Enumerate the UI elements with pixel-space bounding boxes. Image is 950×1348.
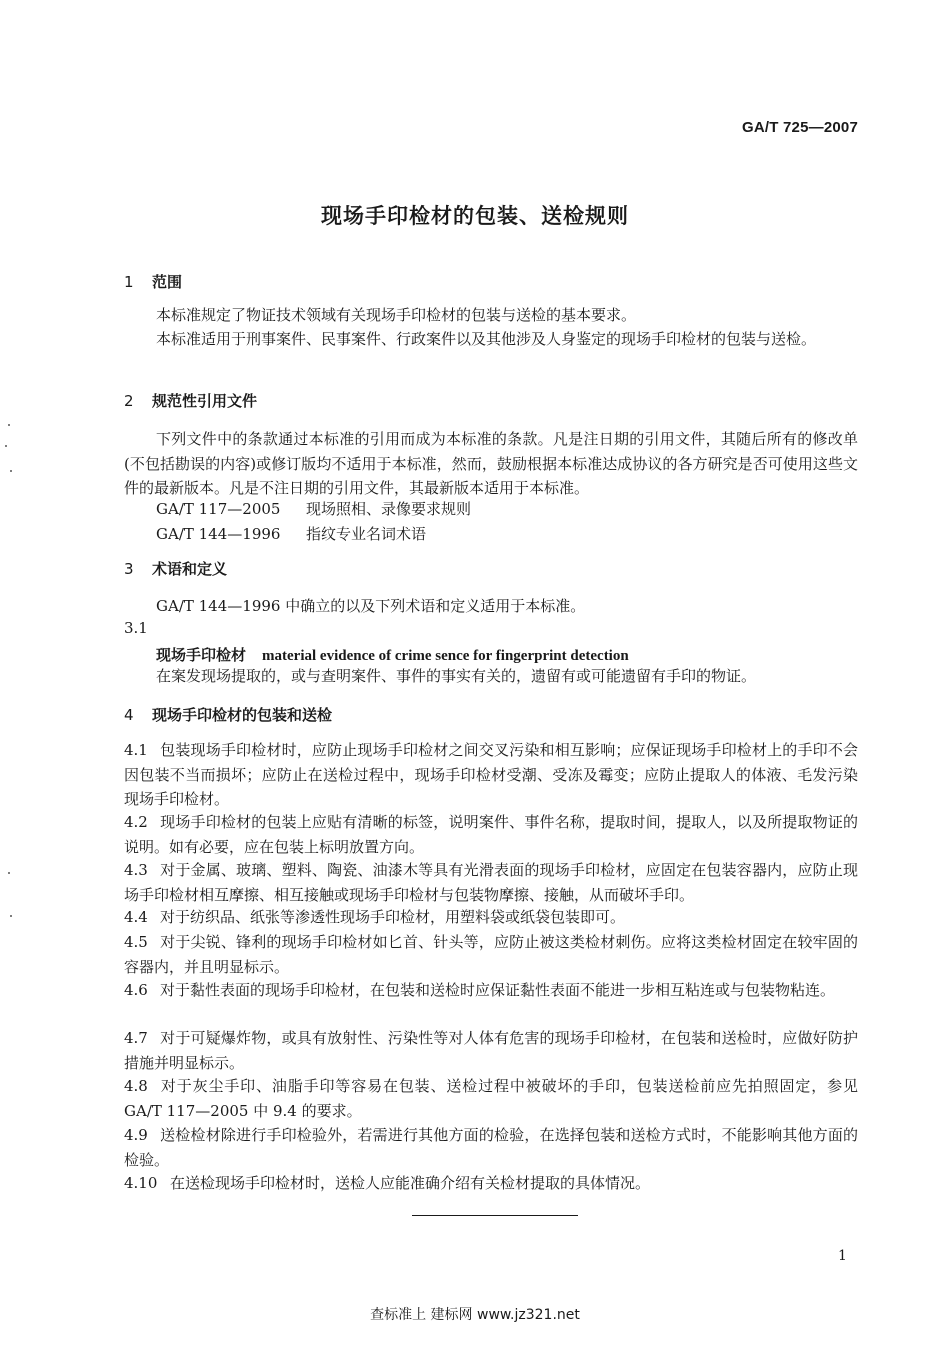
scan-speck xyxy=(10,915,12,917)
term-entry xyxy=(156,644,629,665)
section-3-paragraph-1: GA/T 144—1996 中确立的以及下列术语和定义适用于本标准。 xyxy=(156,597,586,615)
clause-text: 现场手印检材的包装上应贴有清晰的标签，说明案件、事件名称，提取时间，提取人，以及所提取物证的说明。如有必要，应在包装上标明放置方向。 xyxy=(124,813,858,856)
reference-item xyxy=(156,498,471,519)
section-1-paragraph-2: 本标准适用于刑事案件、民事案件、行政案件以及其他涉及人身鉴定的现场手印检材的包装与送检。 xyxy=(156,330,817,348)
clause-4-3 xyxy=(124,858,858,907)
clause-text: 对于灰尘手印、油脂手印等容易在包装、送检过程中被破坏的手印，包装送检前应先拍照固定，参见 GA/T 117—2005 中 9.4 的要求。 xyxy=(124,1077,858,1120)
section-title: 术语和定义 xyxy=(152,560,228,578)
clause-number: 4.9 xyxy=(124,1126,148,1144)
clause-4-10 xyxy=(124,1171,858,1196)
clause-number: 4.2 xyxy=(124,813,148,831)
reference-code: GA/T 144—1996 xyxy=(156,525,281,543)
clause-4-7 xyxy=(124,1026,858,1075)
section-number: 2 xyxy=(124,392,134,410)
clause-number: 4.8 xyxy=(124,1077,148,1095)
subclause-number: 3.1 xyxy=(124,619,148,637)
scan-speck xyxy=(8,872,10,874)
footer-watermark: 查标准上 建标网 www.jz321.net xyxy=(370,1307,580,1323)
reference-name: 指纹专业名词术语 xyxy=(306,525,427,543)
clause-text: 在送检现场手印检材时，送检人应能准确介绍有关检材提取的具体情况。 xyxy=(170,1174,651,1192)
clause-text: 对于可疑爆炸物，或具有放射性、污染性等对人体有危害的现场手印检材，在包装和送检时，应做好防护措施并明显标示。 xyxy=(124,1029,858,1072)
section-3-heading xyxy=(124,558,227,579)
clause-4-4 xyxy=(124,905,858,930)
scan-speck xyxy=(10,470,12,472)
clause-4-1 xyxy=(124,738,858,812)
section-2-heading xyxy=(124,390,257,411)
clause-4-8 xyxy=(124,1074,858,1123)
term-english: material evidence of crime sence for fingerprint detection xyxy=(262,648,629,664)
clause-text: 对于尖锐、锋利的现场手印检材如匕首、针头等，应防止被这类检材刺伤。应将这类检材固定在较牢固的容器内，并且明显标示。 xyxy=(124,933,858,976)
clause-number: 4.3 xyxy=(124,861,148,879)
term-chinese: 现场手印检材 xyxy=(156,646,247,664)
section-2-paragraph-1: 下列文件中的条款通过本标准的引用而成为本标准的条款。凡是注日期的引用文件，其随后所有的修改单(不包括勘误的内容)或修订版均不适用于本标准，然而，鼓励根据本标准达成协议的各方研究是否可使用这些文件的最新版本。凡是不注日期的引用文件，其最新版本适用于本标准。 xyxy=(124,430,858,497)
scan-speck xyxy=(5,445,7,447)
section-title: 范围 xyxy=(152,273,183,291)
reference-code: GA/T 117—2005 xyxy=(156,500,281,518)
scan-speck xyxy=(8,424,10,426)
section-1-paragraph-1: 本标准规定了物证技术领域有关现场手印检材的包装与送检的基本要求。 xyxy=(156,306,637,324)
clause-number: 4.6 xyxy=(124,981,148,999)
clause-text: 送检检材除进行手印检验外，若需进行其他方面的检验，在选择包装和送检方式时，不能影响其他方面的检验。 xyxy=(124,1126,858,1169)
section-title: 现场手印检材的包装和送检 xyxy=(152,706,333,724)
std-code: GA/T 725—2007 xyxy=(742,119,858,136)
document-title: 现场手印检材的包装、送检规则 xyxy=(321,204,629,228)
clause-4-6 xyxy=(124,978,858,1003)
clause-number: 4.1 xyxy=(124,741,148,759)
clause-number: 4.4 xyxy=(124,908,148,926)
section-4-heading xyxy=(124,704,332,725)
reference-name: 现场照相、录像要求规则 xyxy=(306,500,472,518)
end-rule xyxy=(412,1215,578,1216)
clause-4-2 xyxy=(124,810,858,859)
clause-text: 对于黏性表面的现场手印检材，在包装和送检时应保证黏性表面不能进一步相互粘连或与包装物粘连。 xyxy=(160,981,836,999)
clause-text: 对于纺织品、纸张等渗透性现场手印检材，用塑料袋或纸袋包装即可。 xyxy=(160,908,626,926)
clause-number: 4.5 xyxy=(124,933,148,951)
clause-text: 对于金属、玻璃、塑料、陶瓷、油漆木等具有光滑表面的现场手印检材，应固定在包装容器内，应防止现场手印检材相互摩擦、相互接触或现场手印检材与包装物摩擦、接触，从而破坏手印。 xyxy=(124,861,858,904)
term-definition: 在案发现场提取的，或与查明案件、事件的事实有关的，遗留有或可能遗留有手印的物证。 xyxy=(156,667,757,685)
clause-4-9 xyxy=(124,1123,858,1172)
page-number: 1 xyxy=(838,1248,847,1264)
clause-number: 4.7 xyxy=(124,1029,148,1047)
section-title: 规范性引用文件 xyxy=(152,392,258,410)
clause-text: 包装现场手印检材时，应防止现场手印检材之间交叉污染和相互影响；应保证现场手印检材上的手印不会因包装不当而损坏；应防止在送检过程中，现场手印检材受潮、受冻及霉变；应防止提取人的体液、毛发污染现场手印检材。 xyxy=(124,741,858,808)
section-number: 3 xyxy=(124,560,134,578)
section-number: 4 xyxy=(124,706,134,724)
reference-item xyxy=(156,523,426,544)
section-number: 1 xyxy=(124,273,134,291)
clause-number: 4.10 xyxy=(124,1174,158,1192)
section-1-heading xyxy=(124,271,182,292)
clause-4-5 xyxy=(124,930,858,979)
